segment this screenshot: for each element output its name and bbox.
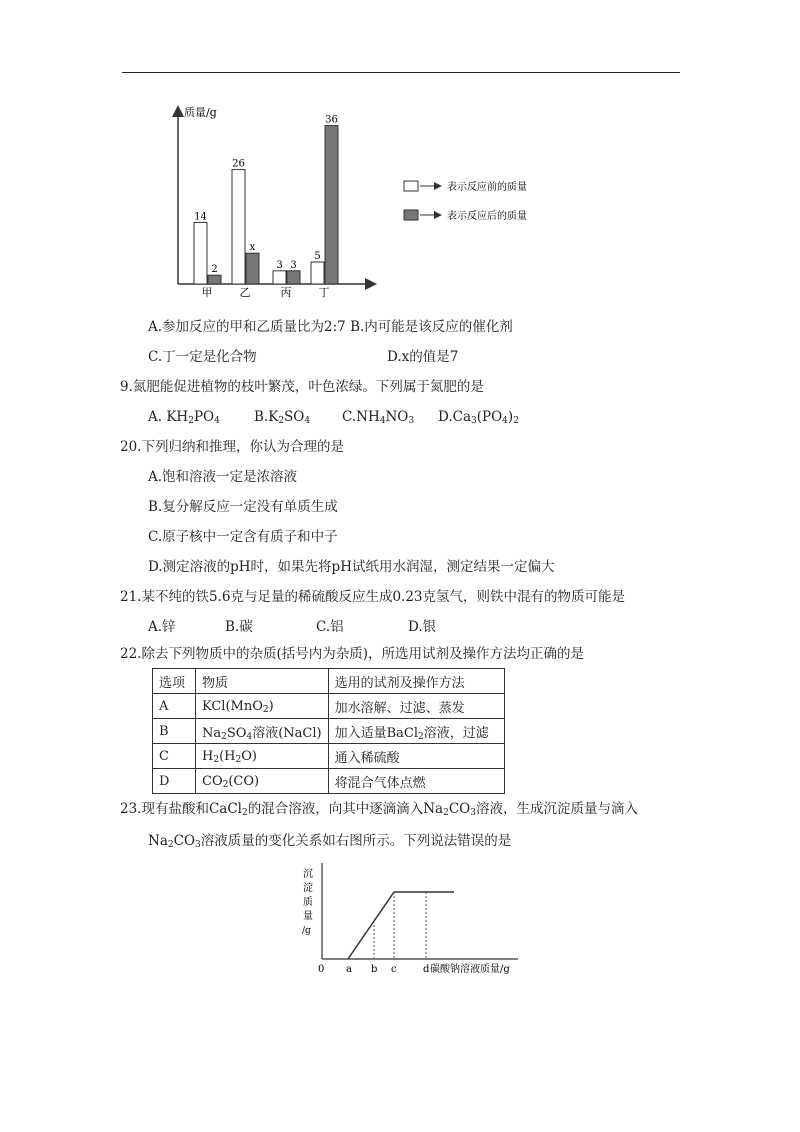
x-axis-label: 碳酸钠溶液质量/g	[430, 964, 510, 975]
chart-legend	[404, 180, 527, 222]
y-axis-char: 沉	[303, 869, 313, 880]
row-option: B	[153, 719, 196, 744]
bar-after	[208, 275, 221, 284]
q21-option-d[interactable]: D.银	[408, 619, 437, 635]
legend-after-label: 表示反应后的质量	[447, 211, 527, 222]
row-substance: KCl(MnO$_2$)	[196, 694, 329, 719]
row-substance: $Na_2SO_4$溶液(NaCl)	[196, 719, 329, 744]
legend-before-swatch	[404, 181, 418, 191]
y-axis-label: 质量/g	[184, 106, 217, 119]
bar-after	[246, 253, 259, 284]
bar-before	[232, 170, 245, 284]
x-tick-a: a	[346, 964, 352, 975]
row-method: 加入适量BaCl$_2$溶液，过滤	[328, 719, 504, 744]
bar-before	[194, 222, 207, 284]
q20-option-c[interactable]: C.原子核中一定含有质子和中子	[148, 529, 338, 545]
q19-option-c[interactable]: $C.NH_4NO_3$	[342, 409, 415, 426]
origin-label: 0	[318, 964, 325, 975]
x-tick-b: b	[371, 964, 378, 975]
x-tick-d: d	[423, 964, 430, 975]
y-axis-char: /g	[302, 926, 311, 936]
legend-before-label: 表示反应前的质量	[447, 182, 527, 193]
bar-value-label: x	[249, 242, 256, 254]
q21-stem: 21.某不纯的铁5.6克与足量的稀硫酸反应生成0.23克氢气，则铁中混有的物质可能是	[120, 589, 625, 605]
x-tick-c: c	[391, 964, 397, 975]
q21-option-c[interactable]: C.铝	[316, 619, 344, 635]
x-tick-label: 甲	[201, 286, 213, 299]
row-method: 将混合气体点燃	[328, 769, 504, 794]
row-substance: $CO_2(CO)$	[196, 769, 329, 794]
bar-value-label: 3	[276, 259, 283, 271]
table-row	[153, 719, 505, 744]
row-option: A	[153, 694, 196, 719]
bar-before	[273, 271, 286, 284]
bar-value-label: 3	[290, 259, 297, 271]
row-substance: $H_2(H_2O)$	[196, 744, 329, 769]
q21-option-b[interactable]: B.碳	[225, 619, 253, 635]
table-header-row	[153, 669, 505, 694]
bar-before	[311, 262, 324, 284]
row-option: C	[153, 744, 196, 769]
impurity-table	[152, 668, 505, 794]
bar-value-label: 5	[314, 251, 321, 262]
bar-value-label: 14	[194, 211, 207, 223]
q21-option-a[interactable]: A.锌	[148, 619, 176, 635]
bar-value-label: 2	[211, 264, 218, 276]
q18-option-a[interactable]: A.参加反应的甲和乙质量比为2:7	[148, 319, 346, 335]
q23-stem-line2: $Na_2CO_3$溶液质量的变化关系如右图所示。下列说法错误的是	[148, 833, 512, 850]
x-tick-label: 乙	[239, 286, 251, 299]
x-tick-label: 丙	[280, 286, 292, 299]
q20-stem: 20.下列归纳和推理，你认为合理的是	[120, 439, 344, 455]
header-rule	[122, 72, 680, 73]
q18-option-b[interactable]: B.内可能是该反应的催化剂	[350, 319, 513, 335]
header-option: 选项	[153, 669, 196, 694]
precipitate-line-chart	[300, 855, 540, 985]
header-method: 选用的试剂及操作方法	[328, 669, 504, 694]
q19-stem: 9.氮肥能促进植物的枝叶繁茂，叶色浓绿。下列属于氮肥的是	[120, 379, 484, 395]
precipitate-curve	[348, 892, 454, 959]
bar-value-label: 36	[325, 114, 338, 126]
table-row	[153, 694, 505, 719]
y-axis-char: 量	[303, 911, 313, 922]
header-substance: 物质	[196, 669, 329, 694]
row-method: 加水溶解、过滤、蒸发	[328, 694, 504, 719]
table-row	[153, 769, 505, 794]
y-axis-char: 质	[303, 897, 313, 908]
q19-option-d[interactable]: $D.Ca_3(PO_4)_2$	[438, 409, 519, 426]
q20-option-a[interactable]: A.饱和溶液一定是浓溶液	[148, 469, 298, 485]
x-tick-label: 丁	[318, 286, 330, 299]
bar-after	[287, 271, 300, 284]
legend-after-swatch	[404, 210, 418, 220]
y-axis-char: 淀	[303, 883, 313, 894]
bar-after	[325, 126, 338, 284]
table-row	[153, 744, 505, 769]
q19-option-a[interactable]: A. $KH_2PO_4$	[148, 409, 220, 426]
row-method: 通入稀硫酸	[328, 744, 504, 769]
row-option: D	[153, 769, 196, 794]
bar-value-label: 26	[232, 158, 245, 170]
q19-option-b[interactable]: $B.K_2SO_4$	[254, 409, 311, 426]
q23-stem-line1: 23.现有盐酸和CaCl$_2$的混合溶液，向其中逐滴滴入$Na_2CO_3$溶液，生成沉淀质量与滴入	[120, 801, 638, 818]
q20-option-d[interactable]: D.测定溶液的pH时，如果先将pH试纸用水润湿，测定结果一定偏大	[148, 559, 555, 575]
q22-stem: 22.除去下列物质中的杂质(括号内为杂质)，所选用试剂及操作方法均正确的是	[120, 646, 585, 662]
q20-option-b[interactable]: B.复分解反应一定没有单质生成	[148, 499, 338, 515]
q18-option-c[interactable]: C.丁一定是化合物	[148, 349, 257, 365]
mass-bar-chart	[160, 100, 560, 300]
q18-option-d[interactable]: D.x的值是7	[387, 349, 459, 365]
